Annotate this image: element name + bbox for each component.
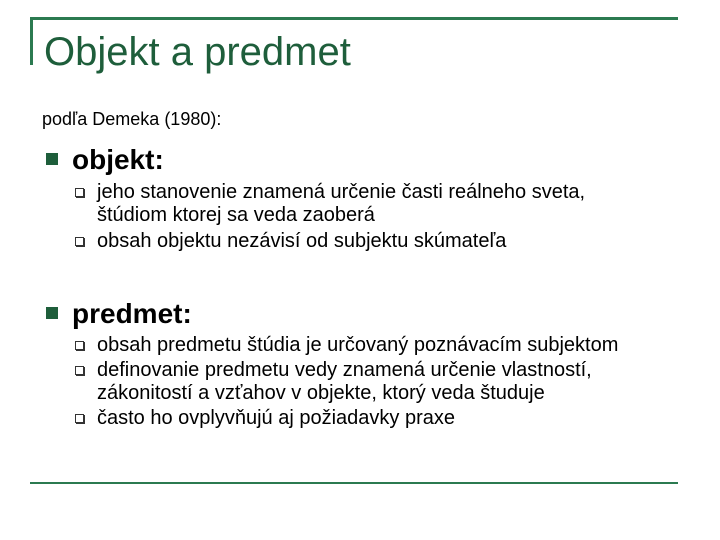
list-item bbox=[42, 230, 657, 253]
list-item bbox=[42, 334, 657, 357]
section-objekt-list bbox=[42, 181, 682, 253]
section-predmet-list bbox=[42, 334, 682, 430]
list-item-text: obsah objektu nezávisí od subjektu skúmateľa bbox=[97, 230, 507, 252]
section-predmet-heading bbox=[42, 296, 682, 332]
bottom-rule bbox=[30, 482, 678, 484]
section-objekt-heading bbox=[42, 142, 682, 178]
title-frame-top-line bbox=[30, 17, 678, 20]
list-item-text: definovanie predmetu vedy znamená určenie vlastností, zákonitostí a vzťahov v objekte, ktorý veda študuje bbox=[97, 359, 592, 404]
section-objekt bbox=[42, 142, 682, 253]
title-frame-left-line bbox=[30, 17, 33, 65]
list-item bbox=[42, 359, 657, 405]
section-predmet bbox=[42, 296, 682, 430]
list-item-text: obsah predmetu štúdia je určovaný poznávacím subjektom bbox=[97, 334, 619, 356]
section-predmet-label: predmet: bbox=[72, 298, 192, 329]
list-item-text: často ho ovplyvňujú aj požiadavky praxe bbox=[97, 407, 455, 429]
list-item bbox=[42, 407, 657, 430]
hollow-square-bullet-icon bbox=[75, 414, 84, 423]
square-bullet-icon bbox=[46, 153, 58, 165]
hollow-square-bullet-icon bbox=[75, 366, 84, 375]
section-objekt-label: objekt: bbox=[72, 144, 164, 175]
list-item bbox=[42, 181, 657, 227]
slide-title: Objekt a predmet bbox=[44, 30, 351, 74]
square-bullet-icon bbox=[46, 307, 58, 319]
slide-subtitle: podľa Demeka (1980): bbox=[42, 109, 222, 129]
hollow-square-bullet-icon bbox=[75, 237, 84, 246]
hollow-square-bullet-icon bbox=[75, 341, 84, 350]
list-item-text: jeho stanovenie znamená určenie časti reálneho sveta, štúdiom ktorej sa veda zaoberá bbox=[97, 181, 586, 226]
hollow-square-bullet-icon bbox=[75, 188, 84, 197]
